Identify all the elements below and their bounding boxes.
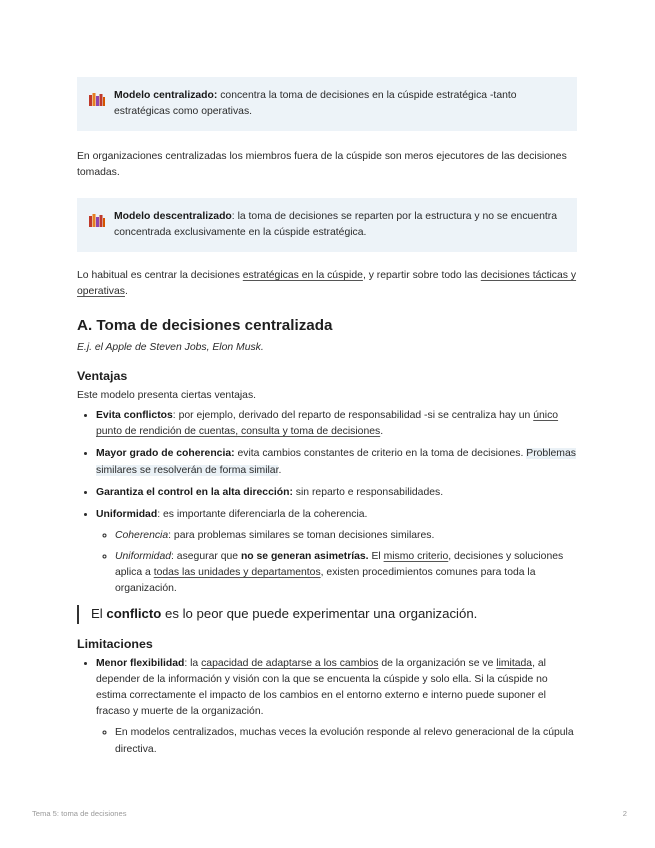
footer-title: Tema 5: toma de decisiones <box>32 809 127 818</box>
sub-list <box>96 725 577 757</box>
paragraph: Lo habitual es centrar la decisiones estratégicas en la cúspide, y repartir sobre todo las decisiones tácticas y operativas. <box>77 269 577 297</box>
page-content <box>77 77 577 764</box>
callout-text: Modelo descentralizado: la toma de decisiones se reparten por la estructura y no se encuentra concentrada exclusivamente en la cúspide estratégica. <box>114 210 557 238</box>
callout-centralized <box>77 77 577 131</box>
list-item: • Menor flexibilidad: la capacidad de adaptarse a los cambios de la organización se ve limitada, al depender de la información y visión con la que se encuenta la cúspide y solo ella. Si la cúspide no estima correctamente el impacto de los cambios en el entorno externo e interno puede suponer el fracaso y muerte de la organización. ◦ En modelos centralizados, muchas veces la evolución responde al relevo generacional de la cúpula directiva. <box>96 656 577 758</box>
books-icon <box>89 213 105 227</box>
page-number: 2 <box>622 809 627 818</box>
section-title: A. Toma de decisiones centralizada <box>77 317 333 334</box>
list-item: • Evita conflictos: por ejemplo, derivado del reparto de responsabilidad -si se centraliza hay un único punto de rendición de cuentas, consulta y toma de decisiones. <box>96 408 577 440</box>
example-text: E.j. el Apple de Steven Jobs, Elon Musk. <box>77 341 264 353</box>
sub-list <box>96 528 577 598</box>
list-item: • Uniformidad: es importante diferenciarla de la coherencia. ◦ Coherencia: para problemas similares se toman decisiones similares. ◦ Uniformidad: asegurar que no se generan asimetrías. El mismo criterio, decisiones y soluciones aplica a todas las unidades y departamentos, existen procedimientos comunes para toda la organización. <box>96 507 577 598</box>
list-item: ◦ Uniformidad: asegurar que no se generan asimetrías. El mismo criterio, decisiones y soluciones aplica a todas las unidades y departamentos, existen procedimientos comunes para toda la organización. <box>115 549 577 597</box>
callout-text: Modelo centralizado: concentra la toma de decisiones en la cúspide estratégica -tanto estratégicas como operativas. <box>114 90 517 118</box>
blockquote: El conflicto es lo peor que puede experimentar una organización. <box>77 605 577 623</box>
books-icon <box>89 92 105 106</box>
subsection-title-limitaciones: Limitaciones <box>77 636 153 651</box>
subsection-title-ventajas: Ventajas <box>77 368 128 383</box>
paragraph: Este modelo presenta ciertas ventajas. <box>77 390 257 401</box>
paragraph: En organizaciones centralizadas los miembros fuera de la cúspide son meros ejecutores de las decisiones tomadas. <box>77 151 567 179</box>
list-item: ◦ Coherencia: para problemas similares se toman decisiones similares. <box>115 528 577 544</box>
list-item: • Mayor grado de coherencia: evita cambios constantes de criterio en la toma de decisiones. Problemas similares se resolverán de forma similar. <box>96 446 577 478</box>
limitaciones-list <box>77 656 577 758</box>
ventajas-list <box>77 408 577 597</box>
list-item: ◦ En modelos centralizados, muchas veces la evolución responde al relevo generacional de la cúpula directiva. <box>115 725 577 757</box>
callout-decentralized <box>77 198 577 252</box>
list-item: • Garantiza el control en la alta dirección: sin reparto e responsabilidades. <box>96 485 577 501</box>
